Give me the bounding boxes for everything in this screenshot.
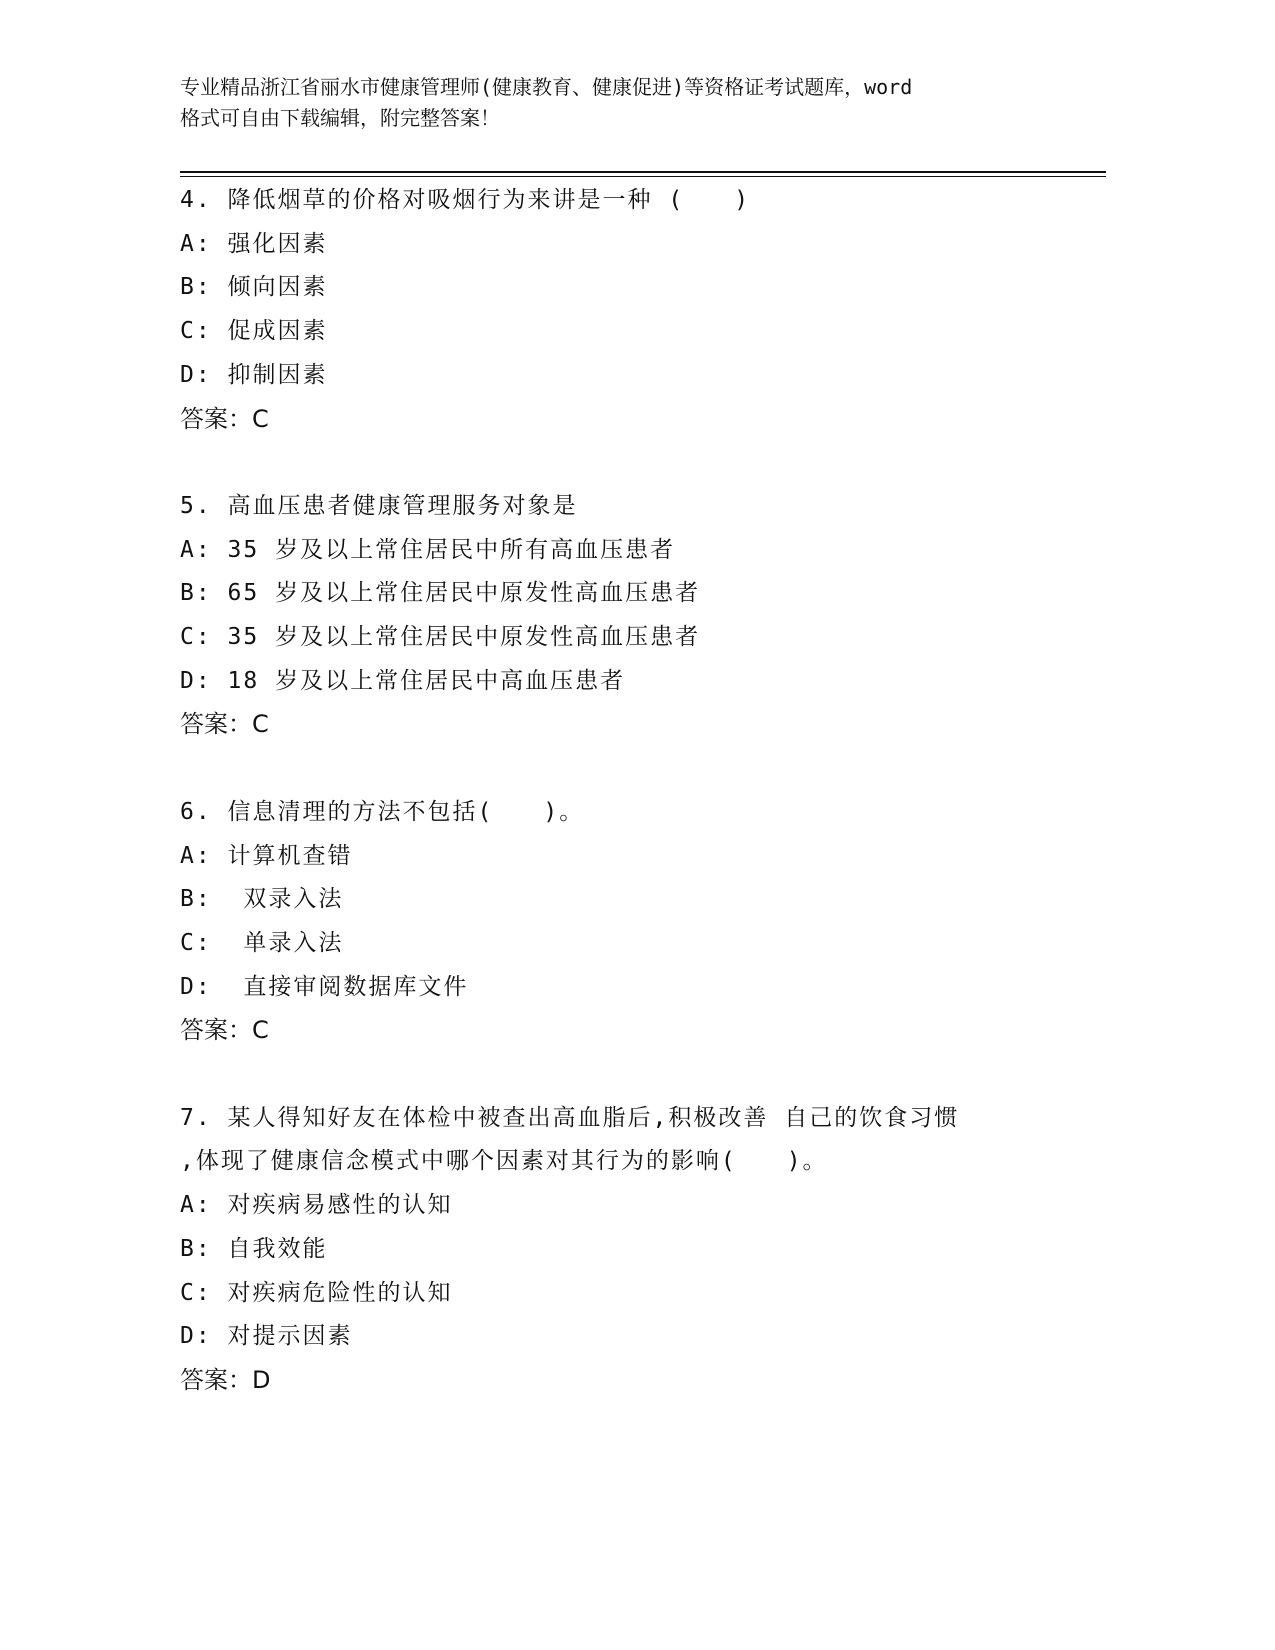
question-list xyxy=(180,179,1080,1446)
question-block xyxy=(180,1097,1080,1403)
question-stem: 5. 高血压患者健康管理服务对象是 xyxy=(180,492,578,519)
header-line-2: 格式可自由下载编辑，附完整答案！ xyxy=(180,106,500,130)
answer-option: B: 自我效能 xyxy=(180,1235,328,1262)
answer-option: D: 直接审阅数据库文件 xyxy=(180,973,469,1000)
question-stem: ,体现了健康信念模式中哪个因素对其行为的影响( )。 xyxy=(180,1148,828,1175)
answer-option: C: 对疾病危险性的认知 xyxy=(180,1279,453,1306)
header-divider-bottom xyxy=(180,176,1106,177)
answer-key: 答案：C xyxy=(180,710,269,739)
header-divider-top xyxy=(180,171,1106,173)
question-block xyxy=(180,179,1080,441)
answer-option: D: 抑制因素 xyxy=(180,361,328,388)
answer-option: C: 35 岁及以上常住居民中原发性高血压患者 xyxy=(180,624,701,651)
question-block xyxy=(180,485,1080,747)
question-stem: 7. 某人得知好友在体检中被查出高血脂后,积极改善 自己的饮食习惯 xyxy=(180,1104,960,1131)
answer-option: A: 对疾病易感性的认知 xyxy=(180,1192,453,1219)
answer-option: B: 双录入法 xyxy=(180,886,344,913)
question-block xyxy=(180,791,1080,1053)
answer-key: 答案：C xyxy=(180,1016,269,1045)
answer-option: C: 单录入法 xyxy=(180,929,344,956)
answer-option: A: 计算机查错 xyxy=(180,842,353,869)
answer-option: A: 35 岁及以上常住居民中所有高血压患者 xyxy=(180,536,676,563)
answer-option: B: 倾向因素 xyxy=(180,274,328,301)
answer-option: B: 65 岁及以上常住居民中原发性高血压患者 xyxy=(180,580,701,607)
answer-option: D: 对提示因素 xyxy=(180,1323,353,1350)
answer-key: 答案：C xyxy=(180,404,269,433)
document-header xyxy=(180,72,1050,134)
answer-option: A: 强化因素 xyxy=(180,230,328,257)
question-stem: 6. 信息清理的方法不包括( )。 xyxy=(180,798,585,825)
answer-key: 答案：D xyxy=(180,1365,271,1394)
answer-option: D: 18 岁及以上常住居民中高血压患者 xyxy=(180,667,626,694)
question-stem: 4. 降低烟草的价格对吸烟行为来讲是一种 ( ) xyxy=(180,187,751,213)
answer-option: C: 促成因素 xyxy=(180,318,328,345)
header-line-1: 专业精品浙江省丽水市健康管理师(健康教育、健康促进)等资格证考试题库，word xyxy=(180,75,913,99)
